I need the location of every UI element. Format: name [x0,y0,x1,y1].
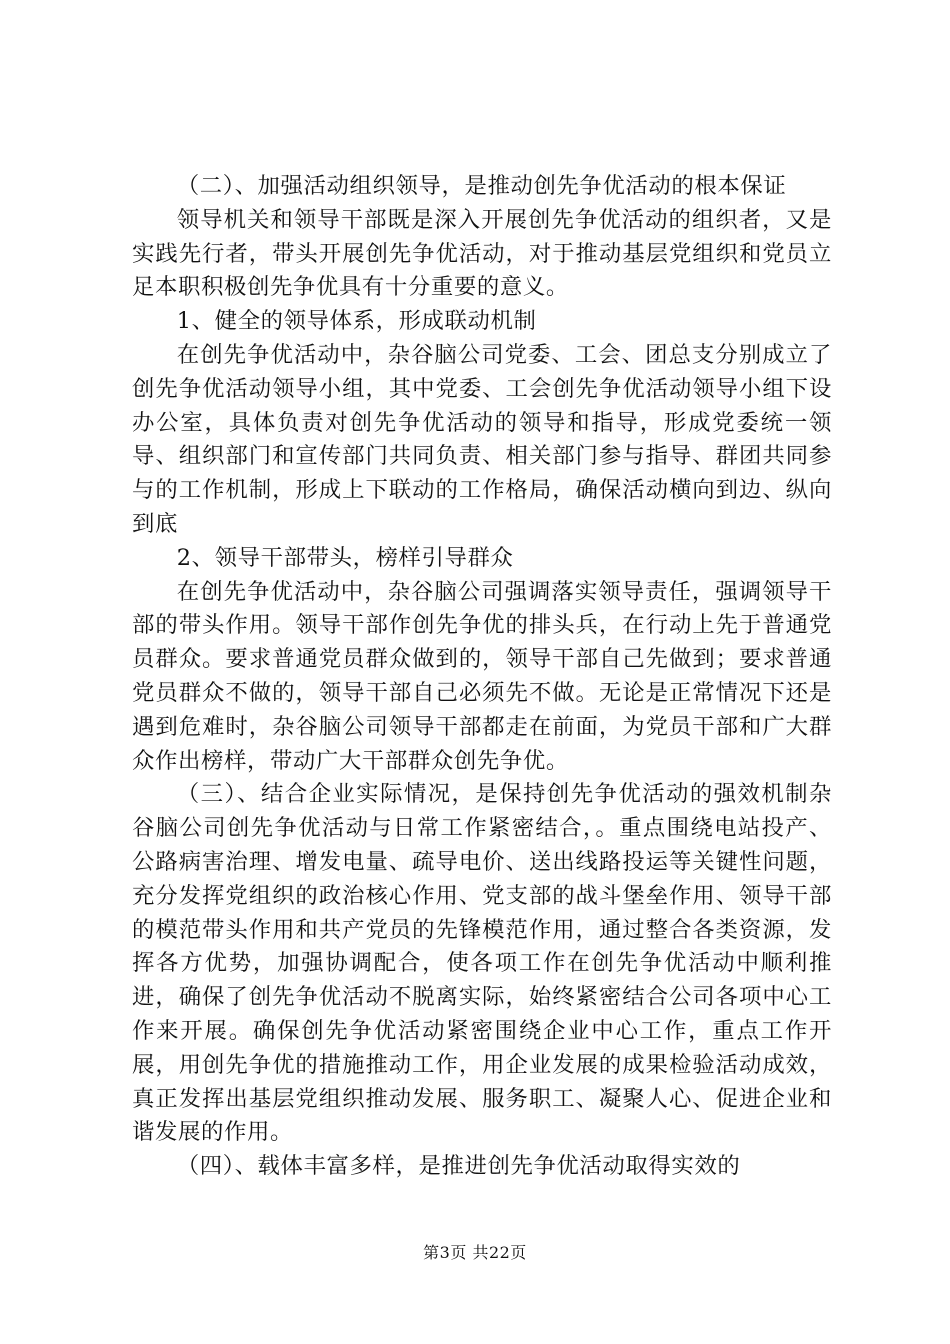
subsection-heading-2: 2、领导干部带头，榜样引导群众 [176,544,514,571]
section-heading-2: （二）、加强活动组织领导，是推动创先争优活动的根本保证 [176,173,787,199]
section-heading-3: （三）、结合企业实际情况，是保持创先争优活动的强效机制杂谷脑公司创先争优活动与日常工作紧密结合，。重点围绕电站投产、公路病害治理、增发电量、疏导电价、送出线路投运等关键性问题，充分发挥党组织的政治核心作用、党支部的战斗堡垒作用、领导干部的模范带头作用和共产党员的先锋模范作用，通过整合各类资源，发挥各方优势，加强协调配合，使各项工作在创先争优活动中顺利推进，确保了创先争优活动不脱离实际，始终紧密结合公司各项中心工作来开展。确保创先争优活动紧密围绕企业中心工作，重点工作开展，用创先争优的措施推动工作，用企业发展的成果检验活动成效，真正发挥出基层党组织推动发展、服务职工、凝聚人心、促进企业和谐发展的作用。 [132,781,832,1146]
page-footer [0,1243,950,1263]
body-paragraph: 在创先争优活动中，杂谷脑公司党委、工会、团总支分别成立了创先争优活动领导小组，其中党委、工会创先争优活动领导小组下设办公室，具体负责对创先争优活动的领导和指导，形成党委统一领导、组织部门和宣传部门共同负责、相关部门参与指导、群团共同参与的工作机制，形成上下联动的工作格局，确保活动横向到边、纵向到底 [132,341,832,537]
subsection-heading-1: 1、健全的领导体系，形成联动机制 [176,308,537,335]
page-number-label: 第3页 共22页 [423,1243,527,1262]
section-heading-4: （四）、载体丰富多样，是推进创先争优活动取得实效的 [176,1153,741,1180]
document-body [132,170,832,1184]
body-paragraph: 在创先争优活动中，杂谷脑公司强调落实领导责任，强调领导干部的带头作用。领导干部作创先争优的排头兵，在行动上先于普通党员群众。要求普通党员群众做到的，领导干部自己先做到；要求普通党员群众不做的，领导干部自己必须先不做。无论是正常情况下还是遇到危难时，杂谷脑公司领导干部都走在前面，为党员干部和广大群众作出榜样，带动广大干部群众创先争优。 [132,578,832,774]
body-paragraph: 领导机关和领导干部既是深入开展创先争优活动的组织者，又是实践先行者，带头开展创先争优活动，对于推动基层党组织和党员立足本职积极创先争优具有十分重要的意义。 [132,206,832,301]
